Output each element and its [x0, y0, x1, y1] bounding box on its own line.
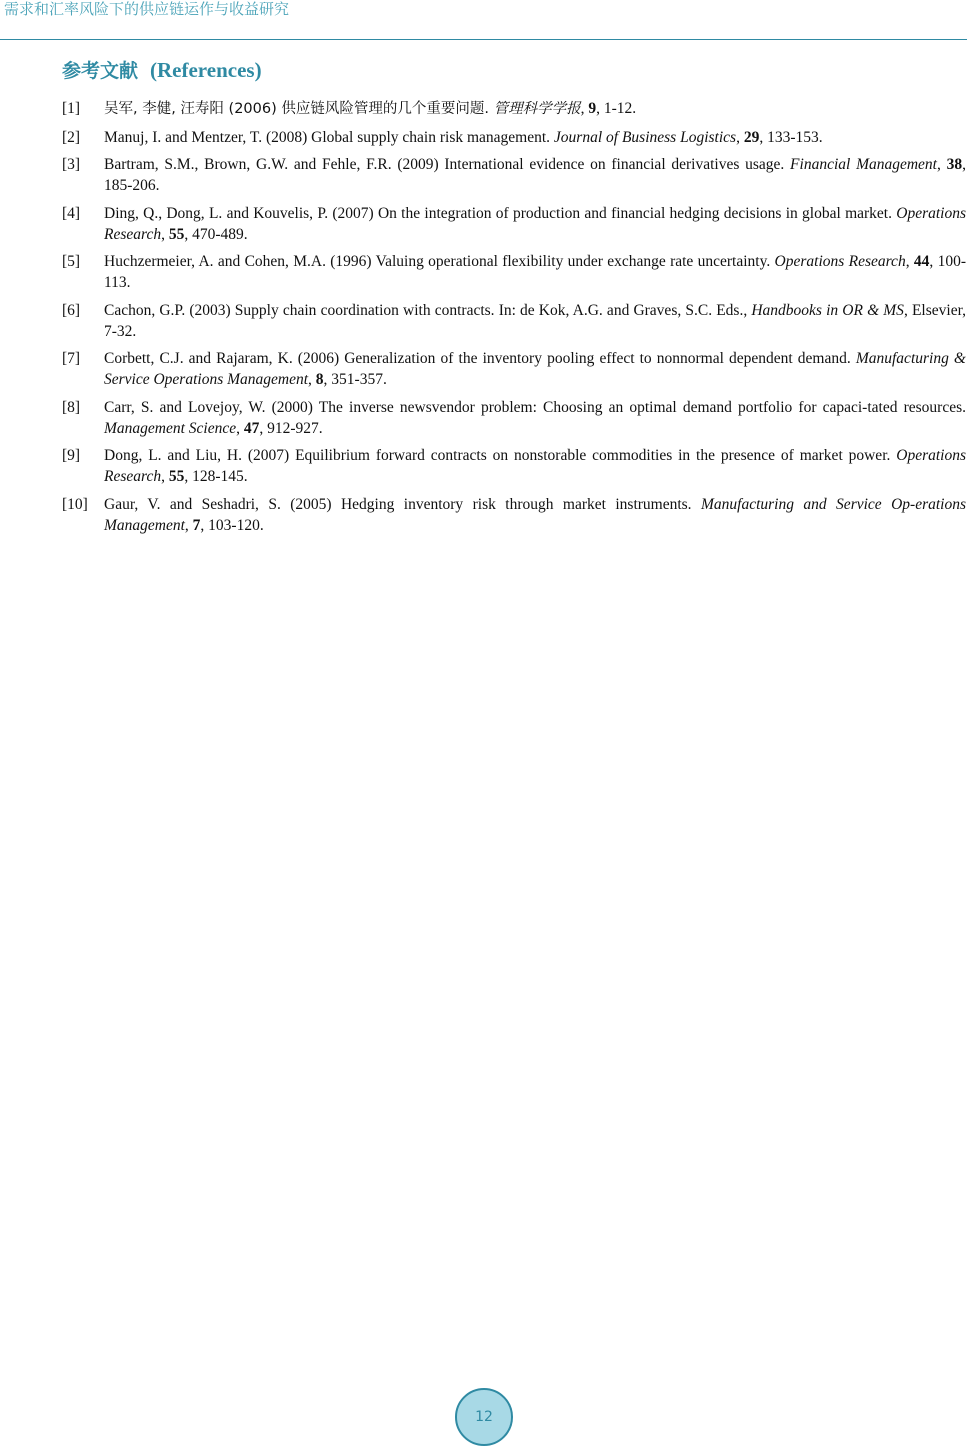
reference-number: [2]: [62, 128, 81, 146]
reference-authors: 吴军, 李健, 汪寿阳 (2006) 供应链风险管理的几个重要问题.: [104, 101, 494, 117]
header-divider: [0, 39, 967, 40]
reference-authors: Corbett, C.J. and Rajaram, K. (2006) Generalization of the inventory pooling effect to nonnormal dependent demand.: [104, 350, 856, 367]
reference-separator: , Elsevier, 7-32.: [104, 301, 966, 340]
reference-volume: 55: [168, 225, 185, 243]
reference-item: [62, 494, 966, 536]
reference-separator: ,: [184, 516, 193, 534]
reference-volume: 55: [168, 468, 185, 485]
reference-item: [62, 397, 966, 439]
reference-volume: 44: [913, 253, 930, 270]
reference-item: [62, 300, 966, 342]
reference-pages: , 185-206.: [104, 156, 966, 194]
reference-separator: ,: [236, 419, 244, 437]
reference-volume: 7: [192, 516, 201, 534]
reference-journal: Operations Research: [104, 204, 966, 243]
reference-journal: 管理科学学报: [493, 101, 581, 117]
reference-authors: Cachon, G.P. (2003) Supply chain coordination with contracts. In: de Kok, A.G. and Graves, S.C. Eds.,: [104, 301, 752, 319]
reference-journal: Manufacturing and Service Op-erations Management: [104, 495, 966, 534]
reference-volume: 8: [315, 371, 324, 388]
reference-journal: Manufacturing & Service Operations Management: [104, 350, 966, 388]
reference-number: [8]: [62, 398, 81, 416]
reference-item: [62, 154, 966, 196]
reference-volume: 9: [588, 100, 597, 117]
reference-authors: Bartram, S.M., Brown, G.W. and Fehle, F.R. (2009) International evidence on financial derivatives usage.: [104, 156, 791, 173]
reference-list: [62, 98, 966, 542]
reference-number: [6]: [62, 301, 81, 319]
reference-separator: ,: [736, 128, 744, 146]
reference-journal: Operations Research: [104, 447, 966, 485]
running-header-title: 需求和汇率风险下的供应链运作与收益研究: [4, 0, 290, 18]
reference-authors: Carr, S. and Lovejoy, W. (2000) The inverse newsvendor problem: Choosing an optimal demand portfolio for capaci-tated resources.: [104, 398, 966, 416]
reference-authors: Dong, L. and Liu, H. (2007) Equilibrium forward contracts on nonstorable commodities in the presence of market power.: [104, 447, 897, 464]
page-number: 12: [475, 1409, 493, 1425]
reference-separator: ,: [308, 371, 316, 388]
reference-authors: Ding, Q., Dong, L. and Kouvelis, P. (2007) On the integration of production and financial hedging decisions in global market.: [104, 204, 897, 222]
reference-pages: , 351-357.: [323, 371, 387, 388]
reference-pages: , 128-145.: [184, 468, 248, 485]
reference-journal: Management Science: [104, 419, 237, 437]
reference-separator: ,: [937, 156, 947, 173]
reference-separator: ,: [905, 253, 914, 270]
reference-item: [62, 127, 966, 148]
reference-authors: Huchzermeier, A. and Cohen, M.A. (1996) Valuing operational flexibility under exchange rate uncertainty.: [104, 253, 775, 270]
reference-pages: , 100-113.: [104, 253, 967, 291]
reference-number: [10]: [62, 495, 88, 513]
reference-pages: , 133-153.: [759, 128, 823, 146]
reference-item: [62, 445, 966, 487]
references-heading: [62, 56, 262, 85]
reference-separator: ,: [161, 468, 169, 485]
reference-number: [4]: [62, 204, 81, 222]
reference-separator: ,: [161, 225, 169, 243]
reference-journal: Journal of Business Logistics: [553, 128, 737, 146]
reference-authors: Gaur, V. and Seshadri, S. (2005) Hedging inventory risk through market instruments.: [104, 495, 701, 513]
reference-journal: Operations Research: [774, 253, 906, 270]
reference-number: [9]: [62, 447, 81, 464]
reference-item: [62, 251, 966, 293]
reference-pages: , 103-120.: [200, 516, 264, 534]
reference-number: [3]: [62, 156, 81, 173]
reference-number: [1]: [62, 100, 81, 117]
page-number-badge: [455, 1388, 513, 1446]
reference-item: [62, 203, 966, 245]
reference-pages: , 912-927.: [259, 419, 323, 437]
reference-journal: Financial Management: [790, 156, 937, 173]
reference-volume: 47: [243, 419, 260, 437]
references-heading-cn: 参考文献: [62, 60, 139, 82]
reference-journal: Handbooks in OR & MS: [751, 301, 904, 319]
reference-pages: , 470-489.: [184, 225, 248, 243]
reference-item: [62, 348, 966, 390]
reference-number: [7]: [62, 350, 81, 367]
references-heading-en: (References): [150, 58, 262, 82]
reference-volume: 38: [946, 156, 963, 173]
reference-volume: 29: [743, 128, 760, 146]
reference-separator: ,: [580, 100, 589, 117]
reference-item: [62, 98, 966, 120]
reference-authors: Manuj, I. and Mentzer, T. (2008) Global supply chain risk management.: [104, 128, 554, 146]
reference-number: [5]: [62, 253, 81, 270]
reference-pages: , 1-12.: [596, 100, 637, 117]
